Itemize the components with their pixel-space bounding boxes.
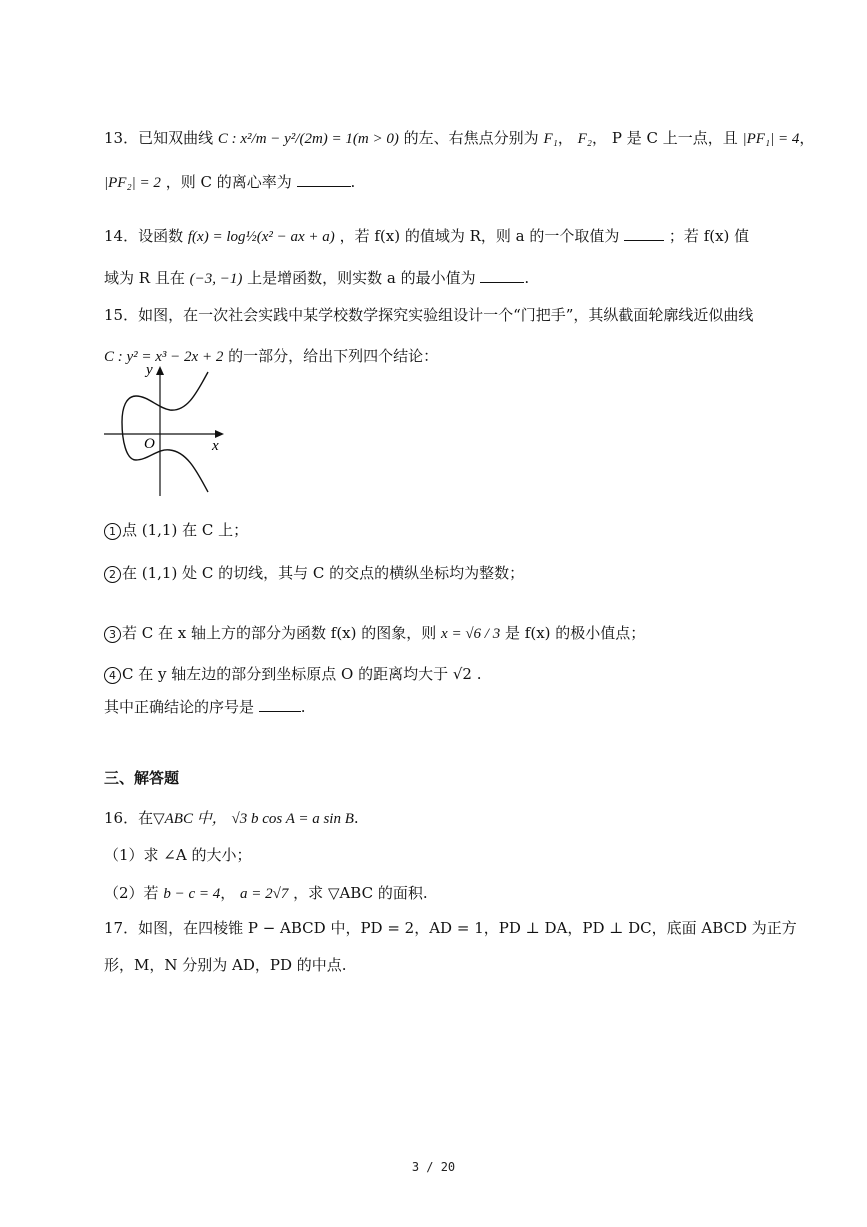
item-2-text: 在 (1,1) 处 C 的切线，其与 C 的交点的横纵坐标均为整数； bbox=[122, 564, 525, 582]
item-3-fraction: x = √6 / 3 bbox=[441, 626, 501, 642]
section-heading: 三、解答题 bbox=[104, 769, 180, 787]
q16-part2-suffix: ，求 ▽ABC 的面积. bbox=[293, 884, 428, 902]
q13-p-text: P 是 C 上一点，且 bbox=[611, 129, 738, 147]
q13-mid: 的左、右焦点分别为 bbox=[403, 129, 539, 147]
q14-answer-blank-1[interactable] bbox=[624, 226, 664, 241]
q15-question-text: 其中正确结论的序号是 bbox=[104, 698, 255, 716]
q16-triangle: ▽ABC 中， bbox=[153, 811, 227, 827]
page-number: 3 / 20 bbox=[411, 1160, 456, 1174]
item-3-text-a: 若 C 在 x 轴上方的部分为函数 f(x) 的图象，则 bbox=[122, 624, 437, 642]
q14-mid: ，若 f(x) 的值域为 R，则 a 的一个取值为 bbox=[339, 227, 620, 245]
q15-answer-blank[interactable] bbox=[259, 697, 301, 712]
origin-label: O bbox=[144, 436, 155, 452]
q13-answer-blank[interactable] bbox=[297, 172, 351, 187]
q16-part-2 bbox=[104, 883, 428, 904]
q13-prefix: 13．已知双曲线 bbox=[104, 129, 214, 147]
q15-end: . bbox=[300, 698, 306, 716]
q16-end: . bbox=[353, 809, 359, 827]
q15-question bbox=[104, 697, 306, 717]
y-axis-arrow-icon bbox=[156, 366, 164, 375]
q13-sep1: ， bbox=[557, 129, 573, 147]
q15-item-2 bbox=[104, 563, 524, 583]
curve-upper-branch bbox=[122, 372, 208, 422]
x-axis-arrow-icon bbox=[215, 430, 224, 438]
q16-equation: √3 b cos A = a sin B bbox=[231, 811, 354, 827]
q15-item-3 bbox=[104, 623, 645, 644]
q14-function: f(x) = log½(x² − ax + a) bbox=[187, 229, 335, 245]
q15-curve-equation: C : y² = x³ − 2x + 2 bbox=[104, 349, 224, 365]
item-number-1: 1 bbox=[104, 523, 121, 540]
q14-prefix: 14．设函数 bbox=[104, 227, 184, 245]
q13-f1: F₁ bbox=[543, 131, 558, 147]
x-axis-label: x bbox=[212, 438, 219, 454]
item-3-text-b: 是 f(x) 的极小值点； bbox=[505, 624, 646, 642]
q13-line-2 bbox=[104, 172, 355, 193]
q14-line2-suffix: 上是增函数，则实数 a 的最小值为 bbox=[247, 269, 476, 287]
q16-cond2: a = 2√7 bbox=[240, 886, 289, 902]
q14-interval: (−3, −1) bbox=[189, 271, 243, 287]
q13-curve-equation: C : x²/m − y²/(2m) = 1(m > 0) bbox=[217, 131, 399, 147]
item-number-3: 3 bbox=[104, 626, 121, 643]
item-1-text: 点 (1,1) 在 C 上； bbox=[122, 521, 249, 539]
q15-line2-suffix: 的一部分，给出下列四个结论： bbox=[228, 347, 439, 365]
q13-end: . bbox=[350, 173, 356, 191]
q17-line-1: 17．如图，在四棱锥 P − ABCD 中，PD = 2，AD = 1，PD ⊥ DA，PD ⊥ DC，底面 ABCD 为正方 bbox=[104, 919, 797, 937]
q15-line-1: 15．如图，在一次社会实践中某学校数学探究实验组设计一个“门把手”，其纵截面轮廓线近似曲线 bbox=[104, 306, 754, 324]
q13-line-1 bbox=[104, 128, 814, 149]
y-axis-label: y bbox=[146, 362, 153, 378]
q14-end: . bbox=[524, 269, 530, 287]
q16-line-1 bbox=[104, 808, 359, 829]
item-number-4: 4 bbox=[104, 667, 121, 684]
item-number-2: 2 bbox=[104, 566, 121, 583]
q13-sep2: ， bbox=[592, 129, 608, 147]
q14-mid2: ；若 f(x) 值 bbox=[668, 227, 750, 245]
q13-pf1: |PF₁| = 4 bbox=[742, 131, 800, 147]
item-4-text: C 在 y 轴左边的部分到坐标原点 O 的距离均大于 √2 . bbox=[122, 665, 482, 683]
q17-line-2: 形，M，N 分别为 AD，PD 的中点. bbox=[104, 956, 347, 974]
q16-prefix: 16．在 bbox=[104, 809, 154, 827]
q16-part2-prefix: （2）若 bbox=[104, 884, 159, 902]
q13-f2: F₂ bbox=[577, 131, 593, 147]
q15-item-1 bbox=[104, 520, 248, 540]
curve-lower-branch bbox=[122, 422, 208, 492]
q14-line2-prefix: 域为 R 且在 bbox=[104, 269, 185, 287]
q13-suffix: ，则 C 的离心率为 bbox=[165, 173, 292, 191]
q16-cond1: b − c = 4 bbox=[163, 886, 221, 902]
q16-sep: ， bbox=[220, 884, 236, 902]
q14-line-1 bbox=[104, 226, 749, 247]
q13-pf2: |PF₂| = 2 bbox=[104, 175, 161, 191]
q14-answer-blank-2[interactable] bbox=[480, 268, 524, 283]
q16-part-1: （1）求 ∠A 的大小； bbox=[104, 846, 252, 864]
q14-line-2 bbox=[104, 268, 529, 289]
q15-curve-graph bbox=[100, 360, 230, 500]
q15-item-4 bbox=[104, 664, 482, 684]
q13-sep3: ， bbox=[799, 129, 815, 147]
